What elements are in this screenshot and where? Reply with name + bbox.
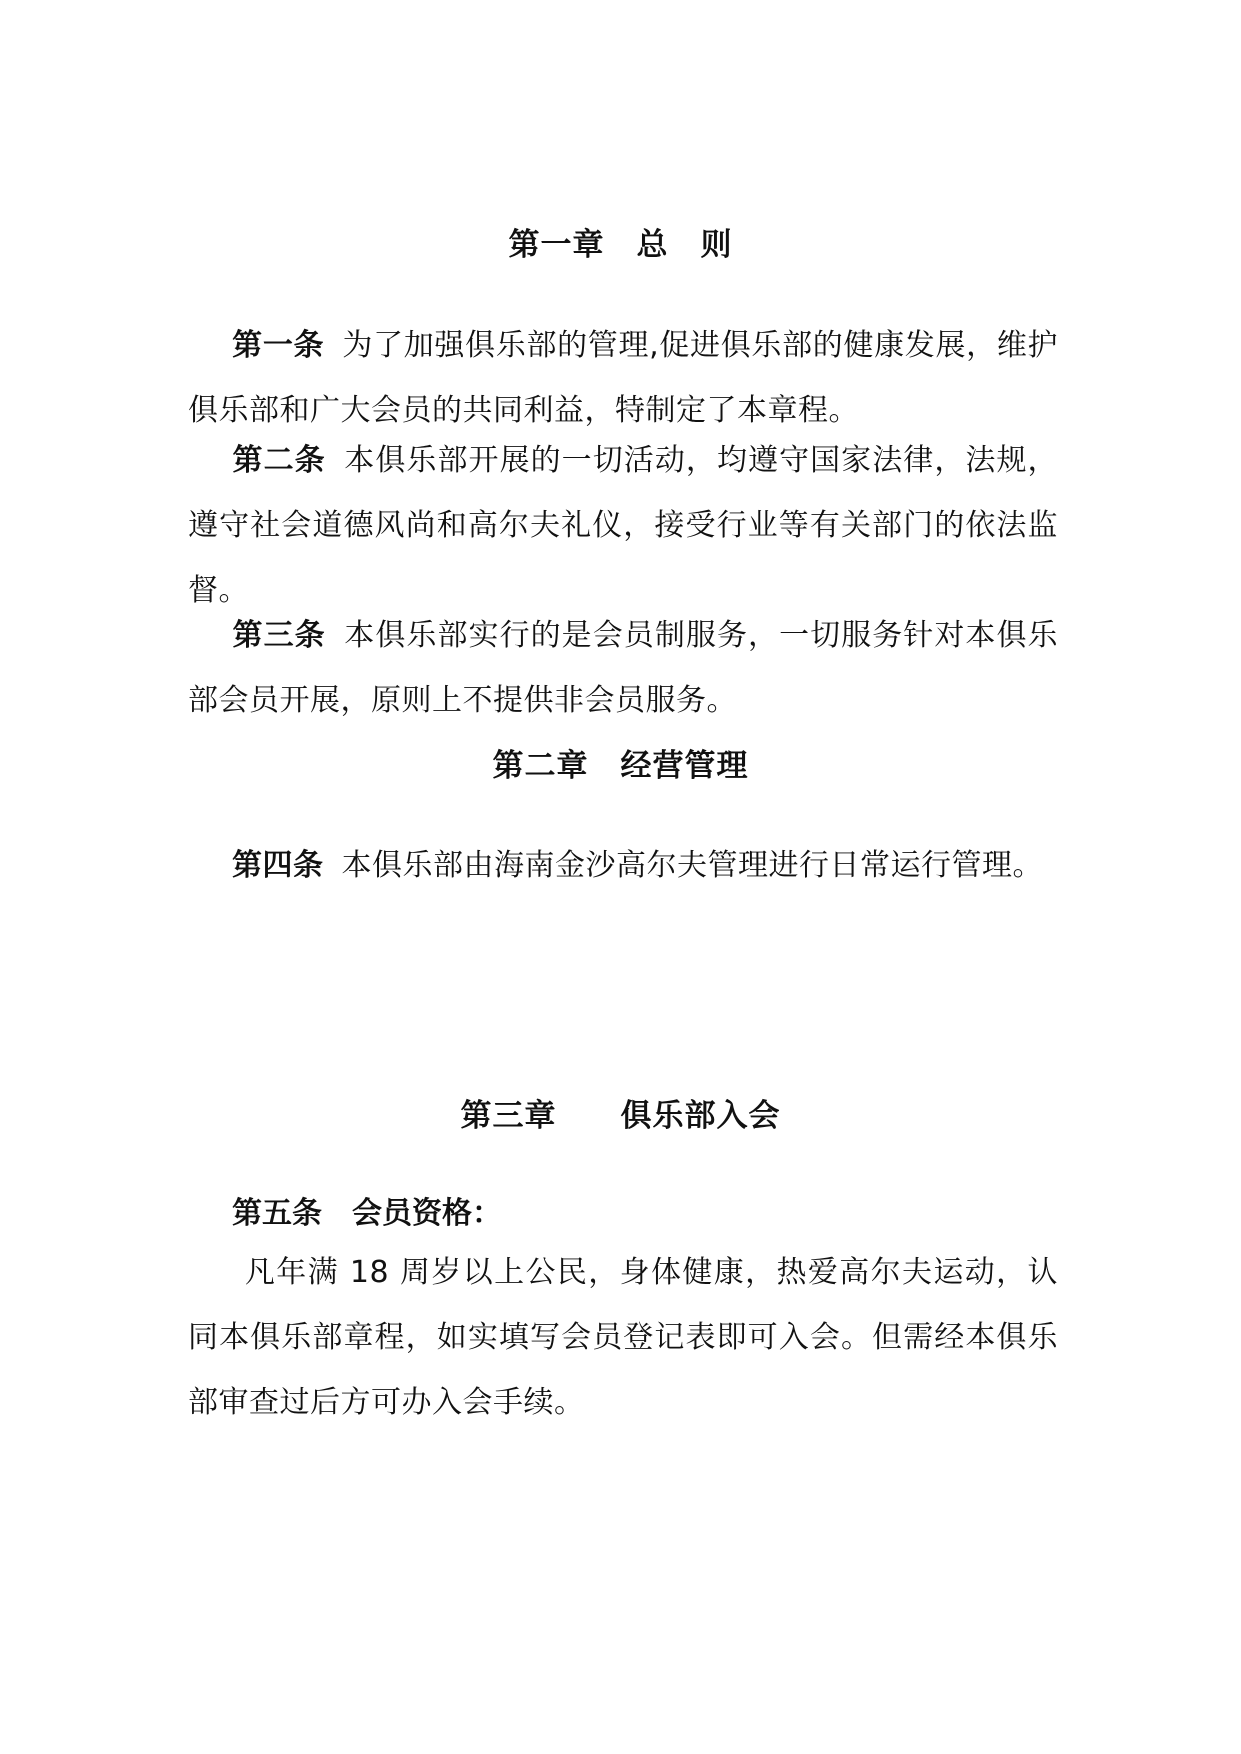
chapter-1-title: 第一章 总 则 [508, 227, 733, 263]
article-1 [188, 313, 1058, 443]
article-5-text: 凡年满 18 周岁以上公民，身体健康，热爱高尔夫运动，认同本俱乐部章程，如实填写会员登记表即可入会。但需经本俱乐部审查过后方可办入会手续。 [188, 1255, 1058, 1420]
article-3-text: 本俱乐部实行的是会员制服务，一切服务针对本俱乐部会员开展，原则上不提供非会员服务。 [188, 618, 1059, 718]
chapter-3-title: 第三章 俱乐部入会 [460, 1098, 781, 1134]
article-5 [188, 1240, 1058, 1435]
article-4 [188, 833, 1058, 898]
article-5-heading: 第五条 会员资格： [232, 1196, 502, 1231]
article-4-label: 第四条 [232, 848, 324, 883]
article-4-text: 本俱乐部由海南金沙高尔夫管理进行日常运行管理。 [341, 848, 1043, 883]
article-3 [188, 603, 1058, 733]
article-2-label: 第二条 [232, 443, 326, 478]
article-2-text: 本俱乐部开展的一切活动，均遵守国家法律，法规，遵守社会道德风尚和高尔夫礼仪，接受行业等有关部门的依法监督。 [188, 443, 1059, 608]
article-1-label: 第一条 [232, 328, 325, 363]
article-2 [188, 428, 1058, 623]
article-3-label: 第三条 [232, 618, 326, 653]
article-1-text: 为了加强俱乐部的管理,促进俱乐部的健康发展，维护俱乐部和广大会员的共同利益，特制定了本章程。 [188, 328, 1058, 428]
chapter-2-title: 第二章 经营管理 [492, 748, 749, 784]
